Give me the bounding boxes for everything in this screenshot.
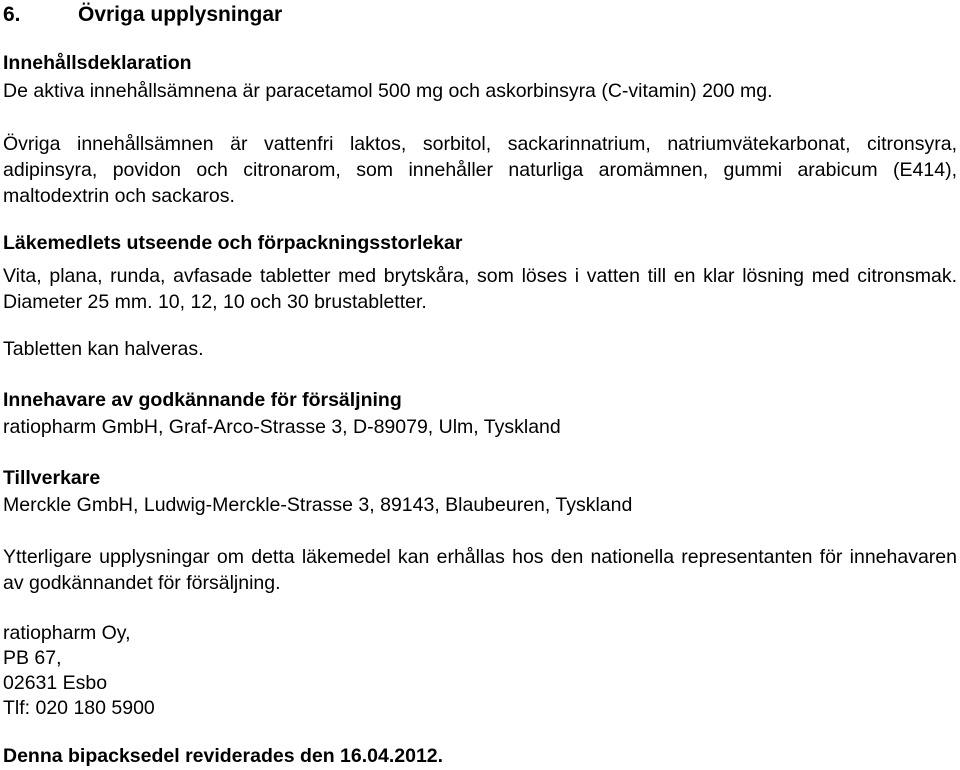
- active-ingredients-text: De aktiva innehållsämnena är paracetamol 500 mg och askorbinsyra (C-vitamin) 200 mg.: [3, 80, 773, 102]
- section-number: 6.: [3, 3, 21, 26]
- section-heading: [3, 2, 957, 28]
- representative-phone: Tlf: 020 180 5900: [3, 697, 155, 719]
- appearance-description: Vita, plana, runda, avfasade tabletter med brytskåra, som löses i vatten till en klar lösning med citronsmak. Diameter 25 mm. 10, 12, 10 och 30 brustabletter.: [3, 265, 957, 313]
- other-ingredients-text: Övriga innehållsämnen är vattenfri laktos, sorbitol, sackarinnatrium, natriumvätekarbonat, citronsyra, adipinsyra, povidon och citronarom, som innehåller naturliga aromämnen, gummi arabicum (E414), maltodextrin och sackaros.: [3, 133, 957, 207]
- manufacturer-heading: Tillverkare: [3, 467, 101, 489]
- representative-box: PB 67,: [3, 647, 62, 669]
- representative-city: 02631 Esbo: [3, 672, 108, 694]
- more-info-text: Ytterligare upplysningar om detta läkemedel kan erhållas hos den nationella representanten för innehavaren av godkännandet för försäljning.: [3, 546, 957, 594]
- manufacturer-address: Merckle GmbH, Ludwig-Merckle-Strasse 3, 89143, Blaubeuren, Tyskland: [3, 494, 633, 516]
- contents-heading: Innehållsdeklaration: [3, 52, 192, 74]
- holder-address: ratiopharm GmbH, Graf-Arco-Strasse 3, D-89079, Ulm, Tyskland: [3, 416, 561, 438]
- revision-date-text: Denna bipacksedel reviderades den 16.04.2012.: [3, 745, 444, 767]
- appearance-heading: Läkemedlets utseende och förpackningsstorlekar: [3, 232, 463, 254]
- section-title: Övriga upplysningar: [78, 3, 283, 26]
- representative-name: ratiopharm Oy,: [3, 622, 131, 644]
- tablet-note: Tabletten kan halveras.: [3, 338, 204, 360]
- holder-heading: Innehavare av godkännande för försäljning: [3, 389, 402, 411]
